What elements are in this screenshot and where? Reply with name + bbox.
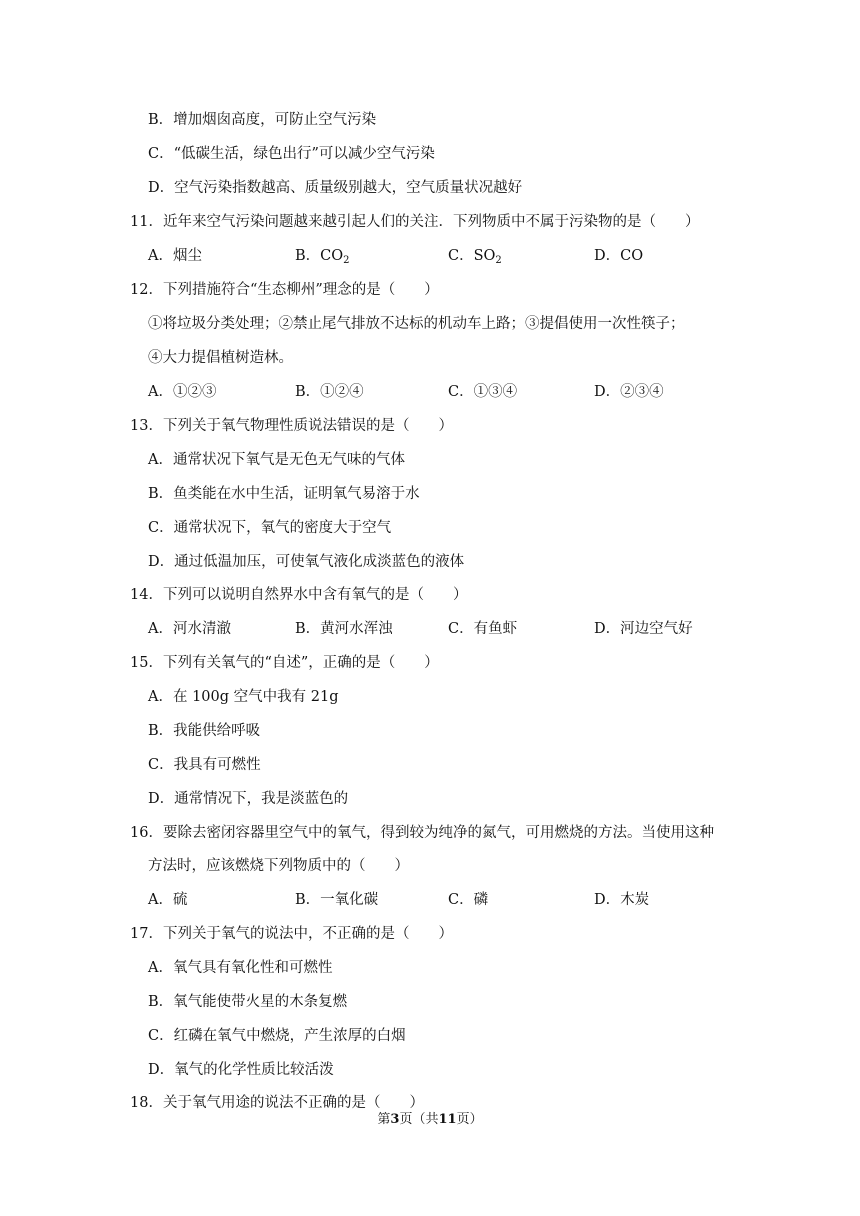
option-17b: B．氧气能使带火星的木条复燃 bbox=[148, 994, 348, 1010]
option-14c: C．有鱼虾 bbox=[448, 621, 518, 637]
option-16c: C．磷 bbox=[448, 892, 489, 908]
footer-page-number: 3 bbox=[390, 1112, 400, 1127]
option-12d: D．②③④ bbox=[594, 384, 664, 400]
option-13b: B．鱼类能在水中生活，证明氧气易溶于水 bbox=[148, 486, 420, 502]
question-11-stem: 11．近年来空气污染问题越来越引起人们的关注．下列物质中不属于污染物的是（ ） bbox=[130, 214, 700, 230]
question-12-measures-line1: ①将垃圾分类处理；②禁止尾气排放不达标的机动车上路；③提倡使用一次性筷子； bbox=[148, 316, 685, 332]
option-15d: D．通常情况下，我是淡蓝色的 bbox=[148, 791, 349, 807]
footer-prefix: 第 bbox=[377, 1112, 391, 1127]
page-footer bbox=[0, 1110, 860, 1130]
option-12c: C．①③④ bbox=[448, 384, 518, 400]
question-17-stem: 17．下列关于氧气的说法中，不正确的是（ ） bbox=[130, 926, 453, 942]
option-10c: C．“低碳生活，绿色出行”可以减少空气污染 bbox=[148, 146, 435, 162]
footer-middle: 页（共 bbox=[399, 1112, 439, 1127]
question-12-stem: 12．下列措施符合“生态柳州”理念的是（ ） bbox=[130, 282, 439, 298]
question-12-measures-line2: ④大力提倡植树造林。 bbox=[148, 350, 293, 366]
question-14-stem: 14．下列可以说明自然界水中含有氧气的是（ ） bbox=[130, 587, 468, 603]
option-16a: A．硫 bbox=[148, 892, 188, 908]
question-15-stem: 15．下列有关氧气的“自述”，正确的是（ ） bbox=[130, 655, 439, 671]
option-13c: C．通常状况下，氧气的密度大于空气 bbox=[148, 520, 392, 536]
option-15c: C．我具有可燃性 bbox=[148, 757, 261, 773]
option-10b: B．增加烟囱高度，可防止空气污染 bbox=[148, 112, 377, 128]
option-14a: A．河水清澈 bbox=[148, 621, 231, 637]
question-16-stem: 16．要除去密闭容器里空气中的氧气，得到较为纯净的氮气，可用燃烧的方法。当使用这种 bbox=[130, 825, 714, 841]
option-12b: B．①②④ bbox=[295, 384, 364, 400]
option-17d: D．氧气的化学性质比较活泼 bbox=[148, 1062, 334, 1078]
option-17a: A．氧气具有氧化性和可燃性 bbox=[148, 960, 333, 976]
option-17c: C．红磷在氧气中燃烧，产生浓厚的白烟 bbox=[148, 1028, 406, 1044]
option-11a: A．烟尘 bbox=[148, 248, 202, 264]
option-15a: A．在 100g 空气中我有 21g bbox=[148, 689, 339, 705]
option-14b: B．黄河水浑浊 bbox=[295, 621, 393, 637]
footer-total-pages: 11 bbox=[438, 1112, 457, 1127]
option-12a: A．①②③ bbox=[148, 384, 217, 400]
option-11b: B．$CO_2$ bbox=[295, 248, 350, 266]
question-18-stem: 18．关于氧气用途的说法不正确的是（ ） bbox=[130, 1095, 424, 1111]
footer-suffix: 页） bbox=[456, 1112, 483, 1127]
option-11c: C．$SO_2$ bbox=[448, 248, 502, 266]
option-13a: A．通常状况下氧气是无色无气味的气体 bbox=[148, 452, 405, 468]
option-15b: B．我能供给呼吸 bbox=[148, 723, 261, 739]
option-16d: D．木炭 bbox=[594, 892, 650, 908]
question-16-stem-cont: 方法时，应该燃烧下列物质中的（ ） bbox=[148, 858, 409, 874]
option-14d: D．河边空气好 bbox=[594, 621, 693, 637]
option-11d: D．CO bbox=[594, 248, 644, 264]
question-13-stem: 13．下列关于氧气物理性质说法错误的是（ ） bbox=[130, 418, 453, 434]
option-10d: D．空气污染指数越高、质量级别越大，空气质量状况越好 bbox=[148, 180, 523, 196]
option-13d: D．通过低温加压，可使氧气液化成淡蓝色的液体 bbox=[148, 554, 465, 570]
option-16b: B．一氧化碳 bbox=[295, 892, 379, 908]
